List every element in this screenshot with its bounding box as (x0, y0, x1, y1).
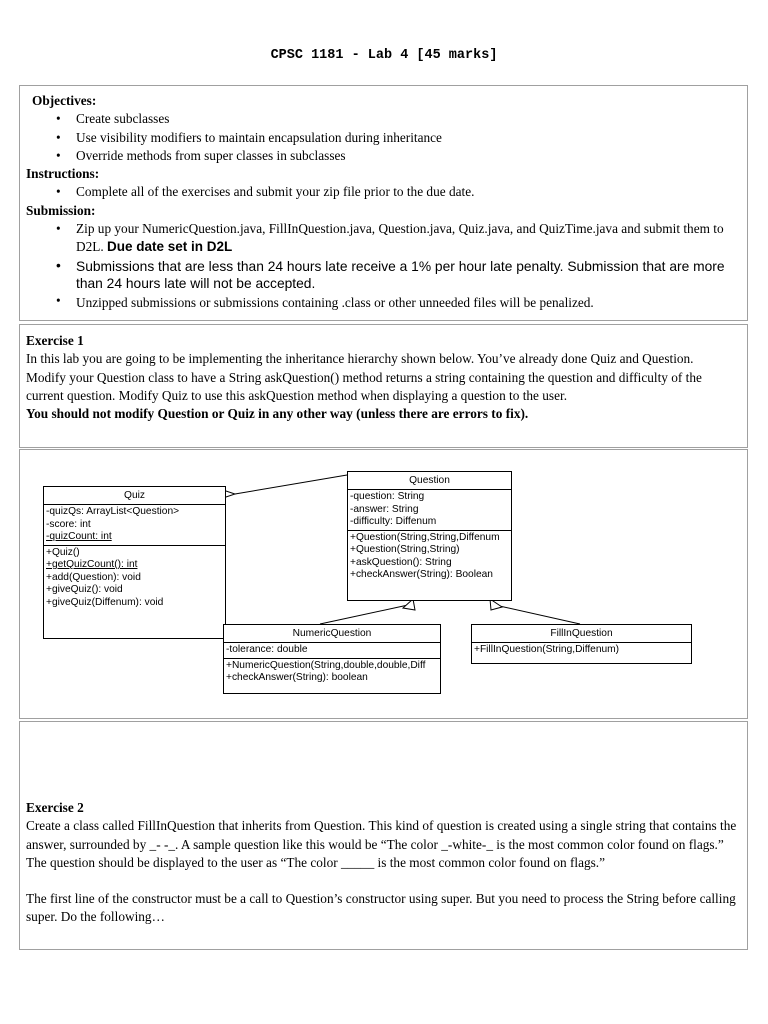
uml-field: -score: int (46, 518, 91, 530)
uml-method: +giveQuiz(Diffenum): void (46, 596, 164, 608)
uml-method: +Quiz() (46, 546, 80, 558)
submission-item (26, 220, 747, 257)
uml-method: +askQuestion(): String (350, 556, 452, 568)
uml-method: +NumericQuestion(String,double,double,Diff (226, 659, 426, 671)
uml-class-numericquestion (223, 624, 441, 694)
uml-fields (348, 490, 511, 531)
submission-zip-text: Zip up your NumericQuestion.java, FillInQuestion.java, Question.java, Quiz.java, and QuizTime.java and submit them to D2L. (76, 221, 724, 255)
uml-method: +checkAnswer(String): Boolean (350, 569, 493, 580)
uml-class-name: Question (348, 472, 511, 490)
exercise-2-description: Create a class called FillInQuestion that inherits from Question. This kind of question is created using a single string that contains the answer, surrounded by _- -_. A sample question like this would be “The color _-white-_ is the most common color found on flags.” The question should be displayed to the user as “The color _____ is the most common color found on flags.” (26, 818, 737, 870)
uml-class-quiz (43, 486, 226, 639)
uml-fields (44, 505, 225, 546)
objective-item: • Create subclasses (26, 110, 747, 128)
objective-item: • Use visibility modifiers to maintain encapsulation during inheritance (26, 129, 747, 147)
uml-method: +FillInQuestion(String,Diffenum) (474, 644, 620, 655)
objective-item: • Override methods from super classes in subclasses (26, 147, 747, 165)
exercise-1-heading: Exercise 1 (26, 333, 84, 348)
uml-class-name: FillInQuestion (472, 625, 691, 643)
submission-penalty-note: • Unzipped submissions or submissions containing .class or other unneeded files will be penalized. (26, 292, 747, 312)
due-date-text: Due date set in D2L (107, 239, 233, 255)
uml-methods (224, 659, 440, 686)
uml-field: -quizQs: ArrayList<Question> (46, 506, 180, 517)
uml-methods (44, 546, 225, 611)
submission-list (26, 220, 747, 312)
submission-heading: Submission: (26, 202, 96, 218)
uml-fields (224, 643, 440, 659)
uml-class-question (347, 471, 512, 601)
exercise-1-intro: In this lab you are going to be implementing the inheritance hierarchy shown below. You’ve already done Quiz and Question. (26, 351, 694, 367)
uml-method: +Question(String,String,Diffenum (350, 531, 500, 543)
exercise-1-section (19, 324, 748, 448)
uml-class-fillinquestion (471, 624, 692, 664)
uml-method: +getQuizCount(): int (46, 559, 138, 570)
uml-field: -quizCount: int (46, 531, 112, 542)
exercise-2-heading: Exercise 2 (26, 800, 84, 815)
instructions-list (26, 183, 747, 201)
document-title: CPSC 1181 - Lab 4 [45 marks] (270, 48, 498, 63)
uml-method: +giveQuiz(): void (46, 584, 123, 595)
objectives-heading: Objectives: (32, 93, 97, 108)
objectives-list (26, 110, 747, 165)
uml-diagram-section (19, 449, 748, 719)
uml-class-name: Quiz (44, 487, 225, 505)
uml-method: +Question(String,String) (350, 544, 460, 555)
uml-class-name: NumericQuestion (224, 625, 440, 643)
uml-field: -question: String (350, 491, 425, 502)
uml-field: -answer: String (350, 503, 419, 515)
exercise-2-section (19, 721, 748, 950)
exercise-2-constructor-note: The first line of the constructor must be a call to Question’s constructor using super. But you need to process the String before calling super. Do the following… (26, 891, 736, 925)
uml-field: -tolerance: double (226, 644, 308, 655)
uml-methods (348, 531, 511, 583)
aggregation-line (235, 475, 347, 494)
instruction-item: • Complete all of the exercises and submit your zip file prior to the due date. (26, 183, 747, 201)
uml-method: +add(Question): void (46, 571, 141, 583)
uml-field: -difficulty: Diffenum (350, 516, 437, 527)
uml-method: +checkAnswer(String): boolean (226, 672, 368, 683)
exercise-1-warning: You should not modify Question or Quiz in any other way (unless there are errors to fix). (26, 406, 529, 422)
submission-late-policy: • Submissions that are less than 24 hours late receive a 1% per hour late penalty. Submission that are more than 24 hours late will not be accepted. (26, 257, 747, 292)
overview-section (19, 85, 748, 321)
inheritance-line-fillin (495, 605, 580, 624)
instructions-heading: Instructions: (26, 166, 100, 182)
exercise-1-instructions: Modify your Question class to have a String askQuestion() method returns a string containing the question and difficulty of the current question. Modify Quiz to use this askQuestion method when displaying a question to the user. (26, 369, 702, 403)
inheritance-line-numeric (320, 605, 408, 624)
uml-methods (472, 643, 691, 658)
